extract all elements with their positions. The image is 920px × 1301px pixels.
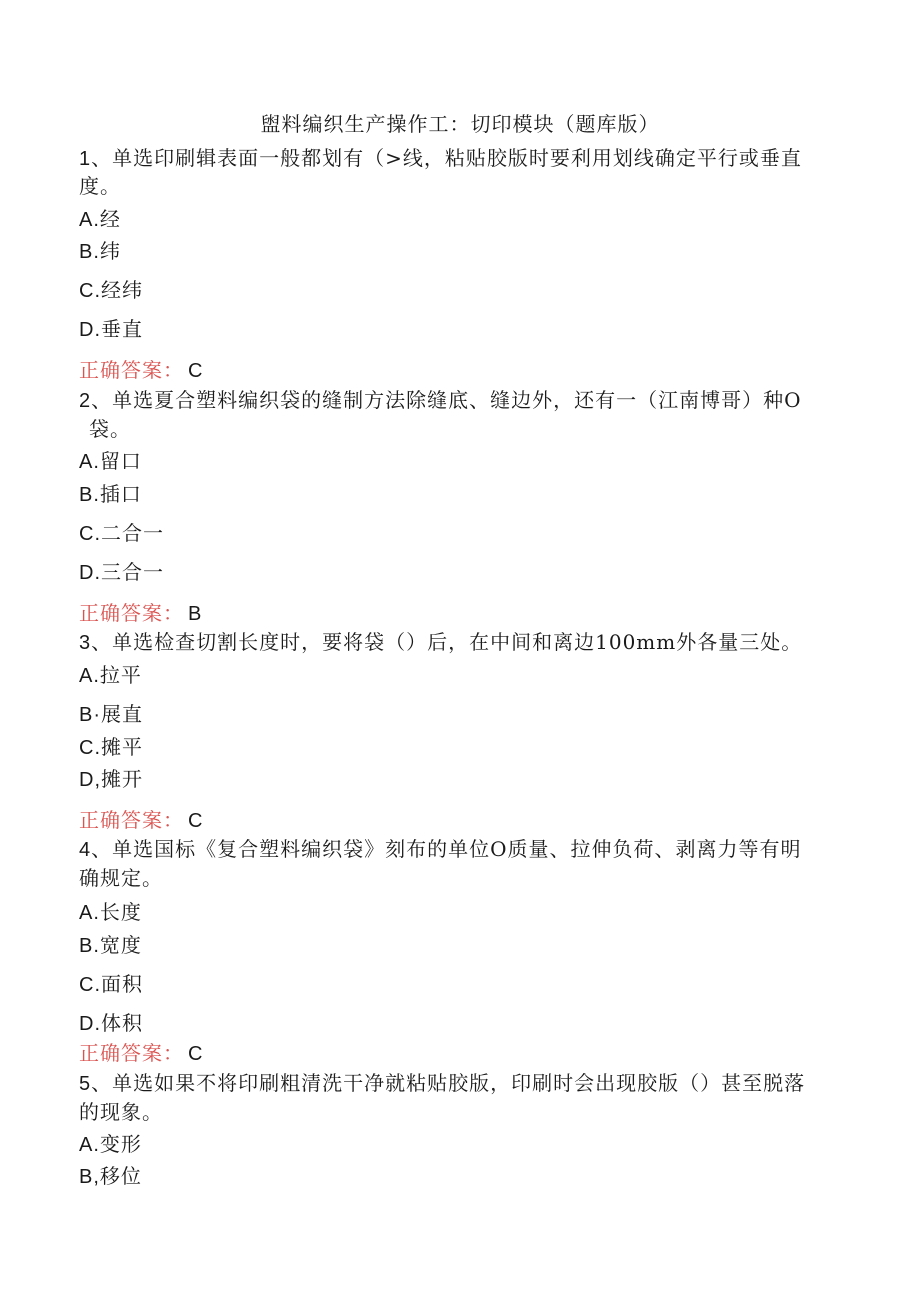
question-3-option-b: B·展直: [79, 702, 143, 726]
question-4-option-d: D.体积: [79, 1011, 143, 1035]
question-2-option-b: B.插口: [79, 482, 142, 506]
question-2-answer: 正确答案： B: [79, 601, 203, 625]
question-2-stem-cont: 袋。: [89, 417, 131, 441]
question-3-stem: 3、单选检查切割长度时，要将袋（）后，在中间和离边100mm外各量三处。: [79, 630, 803, 654]
question-1-option-b: B.纬: [79, 239, 121, 263]
question-1-stem-cont: 度。: [79, 174, 121, 198]
question-text: 、单选印刷辑表面一般都划有（>线，粘贴胶版时要利用划线确定平行或垂直: [91, 146, 802, 170]
question-4-option-a: A.长度: [79, 900, 142, 924]
question-5-option-b: B,移位: [79, 1164, 142, 1188]
question-4-stem-cont: 确规定。: [79, 866, 163, 890]
question-1-option-a: A.经: [79, 207, 121, 231]
question-3-option-d: D,摊开: [79, 767, 143, 791]
question-5-stem: 5、单选如果不将印刷粗清洗干净就粘贴胶版，印刷时会出现胶版（）甚至脱落: [79, 1071, 806, 1095]
question-5-option-a: A.变形: [79, 1132, 142, 1156]
question-1-option-d: D.垂直: [79, 317, 143, 341]
question-2-option-c: C.二合一: [79, 521, 164, 545]
question-5-stem-cont: 的现象。: [79, 1100, 163, 1124]
question-4-option-b: B.宽度: [79, 933, 142, 957]
question-3-option-a: A.拉平: [79, 663, 142, 687]
question-2-option-d: D.三合一: [79, 560, 164, 584]
question-3-answer: 正确答案： C: [79, 808, 204, 832]
question-4-option-c: C.面积: [79, 972, 143, 996]
question-3-option-c: C.摊平: [79, 735, 143, 759]
question-2-option-a: A.留口: [79, 449, 142, 473]
question-number: 1: [79, 148, 92, 170]
question-4-answer: 正确答案： C: [79, 1041, 204, 1065]
page-title: 盥料编织生产操作工：切印模块（题库版）: [260, 112, 660, 136]
question-4-stem: 4、单选国标《复合塑料编织袋》刻布的单位O质量、拉伸负荷、剥离力等有明: [79, 837, 802, 861]
question-1-stem: [79, 142, 802, 171]
question-1-answer: 正确答案： C: [79, 358, 204, 382]
question-2-stem: 2、单选夏合塑料编织袋的缝制方法除缝底、缝边外，还有一（江南博哥）种O: [79, 388, 802, 412]
question-1-option-c: C.经纬: [79, 278, 143, 302]
